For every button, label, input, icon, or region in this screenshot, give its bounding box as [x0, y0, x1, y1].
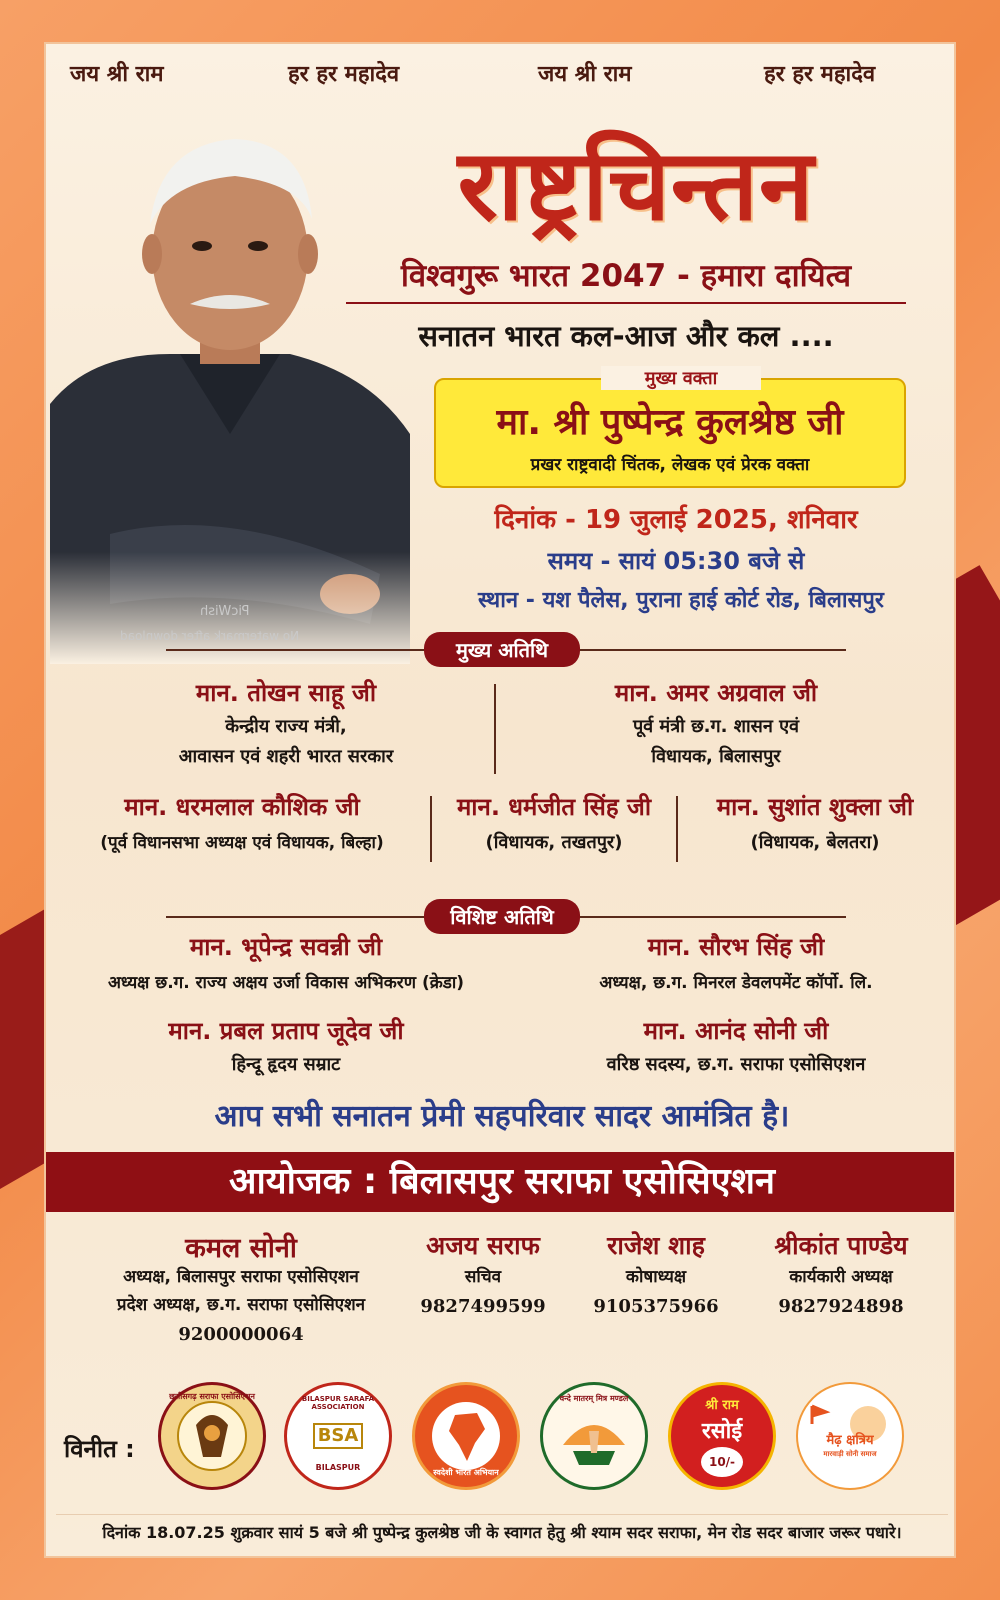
event-title: राष्ट्रचिन्तन [457, 128, 815, 243]
guest-desc: केन्द्रीय राज्य मंत्री, [225, 716, 347, 737]
separator [676, 796, 678, 862]
separator [430, 796, 432, 862]
watermark-sub: No watermark after download [120, 629, 300, 643]
guest-desc: वरिष्ठ सदस्य, छ.ग. सराफा एसोसिएशन [606, 1054, 866, 1075]
logo-city: BILASPUR [315, 1463, 361, 1472]
guest-desc: (विधायक, बेलतरा) [750, 832, 880, 853]
guest-desc: अध्यक्ष, छ.ग. मिनरल डेवलपमेंट कॉर्पो. लि. [599, 973, 873, 993]
vinit-label: विनीत : [64, 1435, 135, 1463]
guest-desc: आवासन एवं शहरी भारत सरकार [178, 746, 394, 767]
logo-caption: मैढ़ क्षत्रिय [826, 1433, 874, 1448]
special-guests-label: विशिष्ट अतिथि [424, 899, 580, 934]
logo-caption: श्री राम [705, 1398, 739, 1413]
logo-price: 10/- [701, 1447, 743, 1477]
slogan: जय श्री राम [538, 61, 632, 87]
event-date: दिनांक - 19 जुलाई 2025, शनिवार [494, 505, 858, 535]
bsa-logo-icon [284, 1382, 392, 1490]
guest-name: मान. आनंद सोनी जी [643, 1017, 829, 1045]
guest-name: मान. धर्मजीत सिंह जी [456, 793, 652, 821]
guest-name: मान. प्रबल प्रताप जूदेव जी [168, 1017, 404, 1045]
member-role: कोषाध्यक्ष [625, 1267, 687, 1287]
guest-name: मान. सौरभ सिंह जी [647, 933, 825, 961]
guest-desc: विधायक, बिलासपुर [651, 746, 781, 767]
guest-desc: (विधायक, तखतपुर) [485, 832, 623, 853]
event-tagline: सनातन भारत कल-आज और कल .... [418, 319, 834, 353]
india-map-logo-icon [412, 1382, 520, 1490]
slogan: जय श्री राम [70, 61, 164, 87]
speaker-label: मुख्य वक्ता [601, 366, 761, 390]
separator [494, 684, 496, 774]
guest-name: मान. तोखन साहू जी [195, 679, 377, 707]
event-subtitle: विश्वगुरू भारत 2047 - हमारा दायित्व [346, 254, 906, 304]
guest-desc: हिन्दू हृदय सम्राट [231, 1054, 341, 1075]
member-phone: 9105375966 [593, 1296, 719, 1317]
shri-ram-rasoi-logo-icon [668, 1382, 776, 1490]
member-name: श्रीकांत पाण्डेय [774, 1231, 908, 1260]
guest-desc: अध्यक्ष छ.ग. राज्य अक्षय उर्जा विकास अभिकरण (क्रेडा) [107, 973, 465, 993]
logo-sub: मारवाड़ी सोनी समाज [823, 1450, 877, 1458]
speaker-name: मा. श्री पुष्पेन्द्र कुलश्रेष्ठ जी [496, 402, 844, 443]
member-phone: 9200000064 [178, 1324, 304, 1345]
guest-name: मान. धरमलाल कौशिक जी [124, 793, 360, 821]
chief-guests-label: मुख्य अतिथि [424, 632, 580, 667]
guest-name: मान. सुशांत शुक्ला जी [716, 793, 914, 821]
organizer-banner: आयोजक : बिलासपुर सराफा एसोसिएशन [46, 1152, 956, 1212]
member-name: अजय सराफ [426, 1231, 540, 1260]
logo-caption: स्वदेशी भारत अभियान [433, 1468, 499, 1477]
guest-name: मान. अमर अग्रवाल जी [614, 679, 818, 707]
logo-caption: छत्तीसगढ़ सराफा एसोसिएशन [169, 1392, 255, 1401]
slogan: हर हर महादेव [764, 61, 876, 87]
speaker-description: प्रखर राष्ट्रवादी चिंतक, लेखक एवं प्रेरक वक्ता [530, 455, 810, 475]
kshatriya-logo-icon [796, 1382, 904, 1490]
logo-caption: BILASPUR SARAFA ASSOCIATION [301, 1395, 375, 1411]
member-phone: 9827499599 [420, 1296, 546, 1317]
vande-mataram-logo-icon [540, 1382, 648, 1490]
event-time: समय - सायं 05:30 बजे से [547, 547, 805, 575]
logo-abbr: BSA [313, 1423, 363, 1449]
guest-desc: (पूर्व विधानसभा अध्यक्ष एवं विधायक, बिल्हा) [100, 833, 384, 853]
member-name: राजेश शाह [607, 1231, 705, 1260]
member-name: कमल सोनी [185, 1233, 297, 1264]
guest-desc: पूर्व मंत्री छ.ग. शासन एवं [632, 716, 800, 737]
event-venue: स्थान - यश पैलेस, पुराना हाई कोर्ट रोड, बिलासपुर [478, 588, 884, 613]
association-seal-icon [158, 1382, 266, 1490]
footer-note: दिनांक 18.07.25 शुक्रवार सायं 5 बजे श्री पुष्पेन्द्र कुलश्रेष्ठ जी के स्वागत हेतु श्री श्याम सदर सराफा, मेन रोड सदर बाजार जरूर पधारे। [56, 1514, 948, 1543]
poster-card [44, 42, 956, 1558]
member-role: प्रदेश अध्यक्ष, छ.ग. सराफा एसोसिएशन [116, 1295, 366, 1315]
slogan: हर हर महादेव [288, 61, 400, 87]
guest-name: मान. भूपेन्द्र सवन्नी जी [189, 933, 383, 961]
member-role: अध्यक्ष, बिलासपुर सराफा एसोसिएशन [123, 1267, 359, 1287]
member-phone: 9827924898 [778, 1296, 904, 1317]
logo-caption: वन्दे मातरम् मित्र मण्डल [559, 1394, 629, 1403]
invitation-text: आप सभी सनातन प्रेमी सहपरिवार सादर आमंत्रित है। [214, 1099, 790, 1134]
watermark: PicWish [200, 604, 250, 619]
member-role: कार्यकारी अध्यक्ष [789, 1267, 893, 1287]
member-role: सचिव [464, 1267, 502, 1287]
logo-sub: रसोई [701, 1419, 743, 1444]
